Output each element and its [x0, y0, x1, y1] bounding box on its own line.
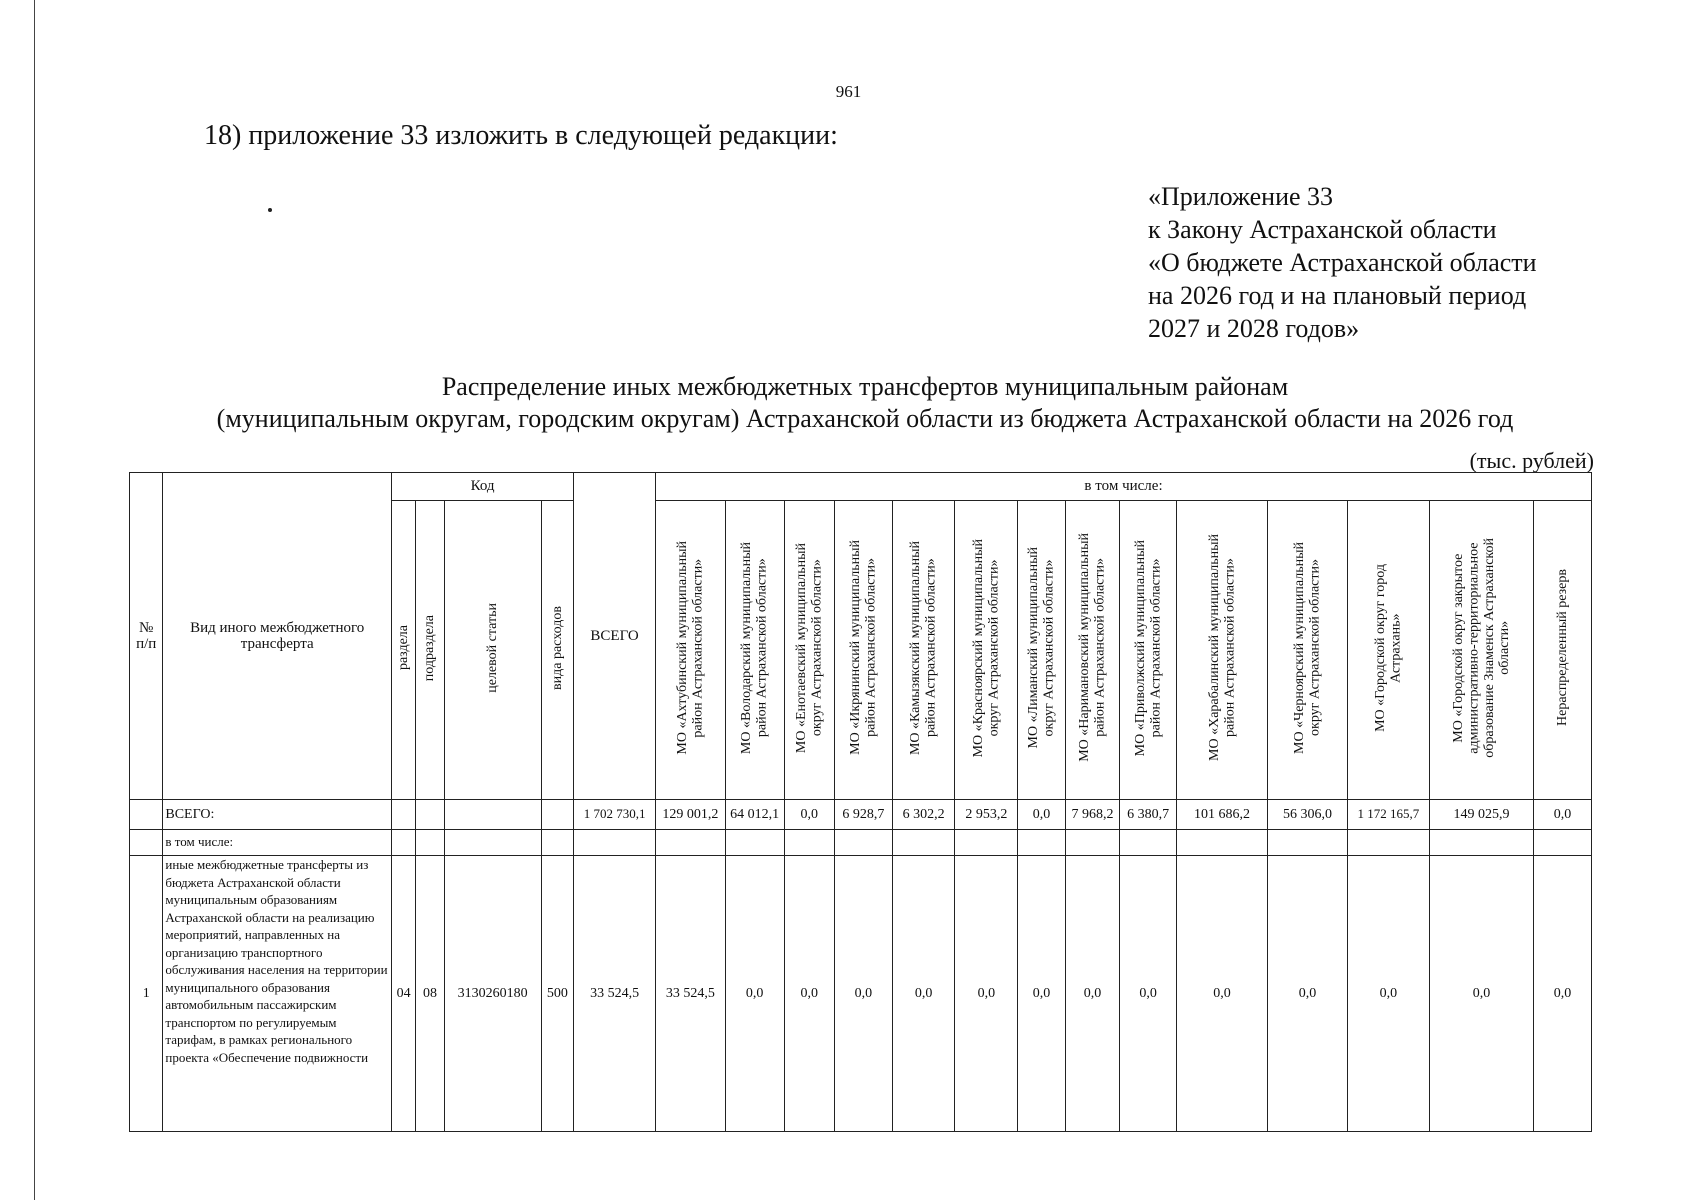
table-cell: 0,0: [835, 856, 893, 1132]
header-mo-volodarsky: МО «Володарский муниципальный район Астраханской области»: [725, 501, 784, 800]
table-cell: [1176, 830, 1267, 856]
table-cell: 149 025,9: [1429, 800, 1533, 830]
table-cell: 08: [416, 856, 444, 1132]
table-cell-description: иные межбюджетные трансферты из бюджета Астраханской области муниципальным образованиям Астраханской области на реализацию мероприятий, направленных на организацию транспортного обслуживания населения на территории муниципального образования автомобильным пассажирским транспортом по регулируемым тарифам, в рамках регионального проекта «Обеспечение подвижности: [163, 856, 392, 1132]
header-section: раздела: [392, 501, 416, 800]
table-cell: 1 172 165,7: [1347, 800, 1429, 830]
table-cell: 0,0: [1429, 856, 1533, 1132]
header-subsection: подраздела: [416, 501, 444, 800]
header-including: в том числе:: [656, 473, 1592, 501]
table-cell: 0,0: [1065, 856, 1120, 1132]
stray-dot: [268, 208, 272, 212]
appendix-line: «Приложение 33: [1148, 182, 1334, 211]
table-cell: 6 928,7: [835, 800, 893, 830]
table-cell: [725, 830, 784, 856]
header-code: Код: [392, 473, 574, 501]
table-cell: 0,0: [725, 856, 784, 1132]
page-number: 961: [835, 82, 862, 101]
table-cell: [835, 830, 893, 856]
table-cell: 0,0: [1534, 800, 1592, 830]
title-line: Распределение иных межбюджетных трансфертов муниципальным районам: [441, 372, 1289, 401]
header-expense-type: вида расходов: [541, 501, 573, 800]
table-cell: [130, 800, 163, 830]
table-cell: [1018, 830, 1066, 856]
table-cell: 1: [130, 856, 163, 1132]
table-cell: [541, 830, 573, 856]
appendix-line: к Закону Астраханской области: [1148, 215, 1497, 244]
title-line: (муниципальным округам, городским округам) Астраханской области из бюджета Астраханской области на 2026 год: [216, 404, 1514, 433]
table-cell: [1534, 830, 1592, 856]
table-cell: [444, 800, 541, 830]
transfers-table: [129, 472, 1592, 1132]
table-cell: 7 968,2: [1065, 800, 1120, 830]
table-row-including: [130, 830, 1592, 856]
table-cell: 56 306,0: [1268, 800, 1348, 830]
table-cell: [416, 830, 444, 856]
intro-text: 18) приложение 33 изложить в следующей редакции:: [204, 120, 838, 151]
header-mo-enotaevsky: МО «Енотаевский муниципальный округ Астраханской области»: [784, 501, 835, 800]
table-row-1: [130, 856, 1592, 1132]
table-cell: [541, 800, 573, 830]
left-margin-line: [34, 0, 35, 1200]
table-cell: 0,0: [955, 856, 1018, 1132]
table-cell: 6 302,2: [892, 800, 955, 830]
table-cell: 2 953,2: [955, 800, 1018, 830]
table-cell: 0,0: [1176, 856, 1267, 1132]
table-cell: 1 702 730,1: [574, 800, 656, 830]
table-cell: [130, 830, 163, 856]
table-cell: 0,0: [1018, 800, 1066, 830]
table-cell: 0,0: [1534, 856, 1592, 1132]
table-cell: [1268, 830, 1348, 856]
table-cell: [416, 800, 444, 830]
appendix-line: «О бюджете Астраханской области: [1148, 248, 1537, 277]
header-mo-privolzhsky: МО «Приволжский муниципальный район Астраханской области»: [1120, 501, 1177, 800]
table-cell: [574, 830, 656, 856]
table-cell: 33 524,5: [574, 856, 656, 1132]
table-cell: 0,0: [1347, 856, 1429, 1132]
header-mo-chernoyarsky: МО «Черноярский муниципальный округ Астраханской области»: [1268, 501, 1348, 800]
table-cell: [1065, 830, 1120, 856]
table-cell: 0,0: [784, 856, 835, 1132]
table-cell: [1120, 830, 1177, 856]
header-kind: Вид иного межбюджетного трансферта: [163, 473, 392, 800]
table-cell: [892, 830, 955, 856]
units-label: (тыс. рублей): [1469, 448, 1594, 473]
header-mo-astrakhan: МО «Городской округ город Астрахань»: [1347, 501, 1429, 800]
header-mo-limansky: МО «Лиманский муниципальный округ Астраханской области»: [1018, 501, 1066, 800]
header-mo-krasnoyarsky: МО «Красноярский муниципальный округ Астраханской области»: [955, 501, 1018, 800]
table-cell: [1347, 830, 1429, 856]
table-cell: 0,0: [1018, 856, 1066, 1132]
header-target: целевой статьи: [444, 501, 541, 800]
table-row-total: [130, 800, 1592, 830]
table-cell: [392, 830, 416, 856]
table-cell: 0,0: [1120, 856, 1177, 1132]
header-reserve: Нераспределенный резерв: [1534, 501, 1592, 800]
table-cell: 04: [392, 856, 416, 1132]
table-cell: [955, 830, 1018, 856]
table-cell: 64 012,1: [725, 800, 784, 830]
table-cell: 101 686,2: [1176, 800, 1267, 830]
table-cell: 0,0: [892, 856, 955, 1132]
table-cell: 33 524,5: [656, 856, 726, 1132]
table-cell: 6 380,7: [1120, 800, 1177, 830]
header-mo-znamensk: МО «Городской округ закрытое административно-территориальное образование Знаменск Астраханской области»: [1429, 501, 1533, 800]
header-mo-kamyzyaksky: МО «Камызякский муниципальный район Астраханской области»: [892, 501, 955, 800]
table-cell: [784, 830, 835, 856]
table-cell: в том числе:: [163, 830, 392, 856]
header-mo-akhtubinsky: МО «Ахтубинский муниципальный район Астраханской области»: [656, 501, 726, 800]
table-cell: 500: [541, 856, 573, 1132]
header-mo-narimanovsky: МО «Наримановский муниципальный район Астраханской области»: [1065, 501, 1120, 800]
header-total: ВСЕГО: [574, 473, 656, 800]
table-cell: [392, 800, 416, 830]
header-mo-kharabalinsky: МО «Харабалинский муниципальный район Астраханской области»: [1176, 501, 1267, 800]
appendix-line: 2027 и 2028 годов»: [1148, 314, 1360, 343]
table-cell: [656, 830, 726, 856]
table-cell: 0,0: [784, 800, 835, 830]
appendix-line: на 2026 год и на плановый период: [1148, 281, 1527, 310]
header-num: № п/п: [130, 473, 163, 800]
table-cell: [444, 830, 541, 856]
table-cell: 129 001,2: [656, 800, 726, 830]
table-cell: 0,0: [1268, 856, 1348, 1132]
table-cell: 3130260180: [444, 856, 541, 1132]
table-cell: [1429, 830, 1533, 856]
header-mo-ikryaninsky: МО «Икрянинский муниципальный район Астраханской области»: [835, 501, 893, 800]
document-title: [130, 371, 1600, 435]
table-cell: ВСЕГО:: [163, 800, 392, 830]
appendix-header: [1148, 180, 1537, 345]
